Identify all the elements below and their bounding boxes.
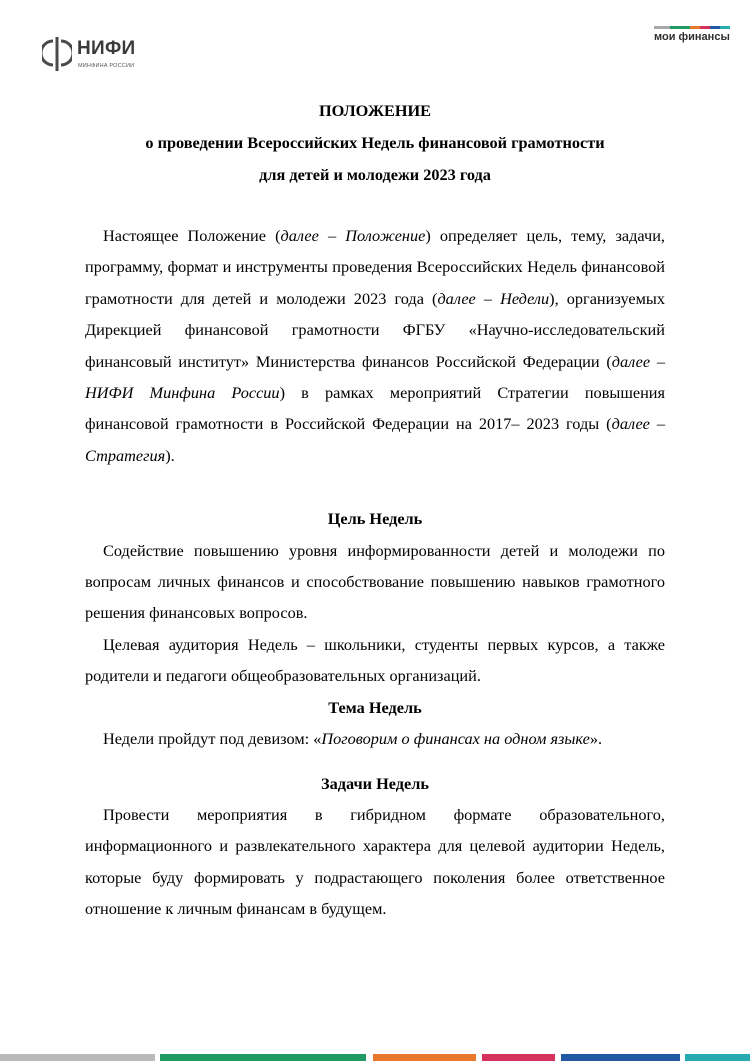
theme-text-1: Недели пройдут под девизом: « <box>103 729 322 749</box>
footer-strip-orange <box>373 1054 476 1061</box>
footer-strip-pink <box>482 1054 555 1061</box>
document-body <box>85 95 665 925</box>
footer-strip-gray <box>0 1054 155 1061</box>
footer-color-strip <box>0 1054 750 1061</box>
tasks-heading: Задачи Недель <box>321 773 429 793</box>
footer-strip-teal <box>685 1054 750 1061</box>
nifi-logo-name: НИФИ <box>77 38 136 59</box>
moi-finansy-logo <box>654 26 730 48</box>
intro-italic-2: далее – Недели <box>437 288 550 308</box>
intro-italic-1: далее – Положение <box>280 226 426 245</box>
theme-heading: Тема Недель <box>328 697 422 717</box>
document-title-line-3: для детей и молодежи 2023 года <box>259 165 491 184</box>
tasks-paragraph: Провести мероприятия в гибридном формате образовательного, информационного и развлекательного характера для целевой аудитории Недель, которые буду формировать у подрастающего поколения более ответственное отношение к личным финансам в будущем. <box>85 804 665 919</box>
nifi-logo <box>42 36 152 72</box>
moi-finansy-logo-name: мои финансы <box>654 31 730 43</box>
theme-text-2: ». <box>589 729 603 749</box>
intro-italic-4: далее – Стратегия <box>85 414 666 465</box>
intro-text-4: ) в рамках мероприятий Стратегии повышения финансовой грамотности в Российской Федерации на 2017– 2023 годы ( <box>85 383 666 434</box>
goal-heading: Цель Недель <box>327 509 423 529</box>
moi-finansy-color-bar <box>654 26 730 29</box>
intro-text-1: Настоящее Положение ( <box>103 226 281 245</box>
document-title-line-1: ПОЛОЖЕНИЕ <box>318 101 432 120</box>
nifi-logo-subtitle: МИНФИНА РОССИИ <box>78 63 135 69</box>
intro-text-5: ). <box>165 445 175 465</box>
footer-strip-blue <box>561 1054 680 1061</box>
goal-paragraph-1: Содействие повышению уровня информированности детей и молодежи по вопросам личных финансов и способствование повышению навыков грамотного решения финансовых вопросов. <box>85 540 665 623</box>
intro-text-3: ), организуемых Дирекцией финансовой грамотности ФГБУ «Научно-исследовательский финансовый институт» Министерства финансов Российской Федерации ( <box>85 288 665 371</box>
intro-paragraph <box>85 220 665 471</box>
nifi-logo-icon <box>42 36 72 72</box>
goal-paragraph-2: Целевая аудитория Недель – школьники, студенты первых курсов, а также родители и педагоги общеобразовательных организаций. <box>85 634 665 686</box>
theme-motto: Поговорим о финансах на одном языке <box>321 729 590 749</box>
theme-paragraph <box>85 723 665 754</box>
footer-strip-green <box>160 1054 366 1061</box>
intro-text-2: ) определяет цель, тему, задачи, программу, формат и инструменты проведения Всероссийских Недель финансовой грамотности для детей и молодежи 2023 года ( <box>85 226 665 308</box>
intro-italic-3: далее – НИФИ Минфина России <box>85 351 665 403</box>
document-title-line-2: о проведении Всероссийских Недель финансовой грамотности <box>145 133 605 152</box>
